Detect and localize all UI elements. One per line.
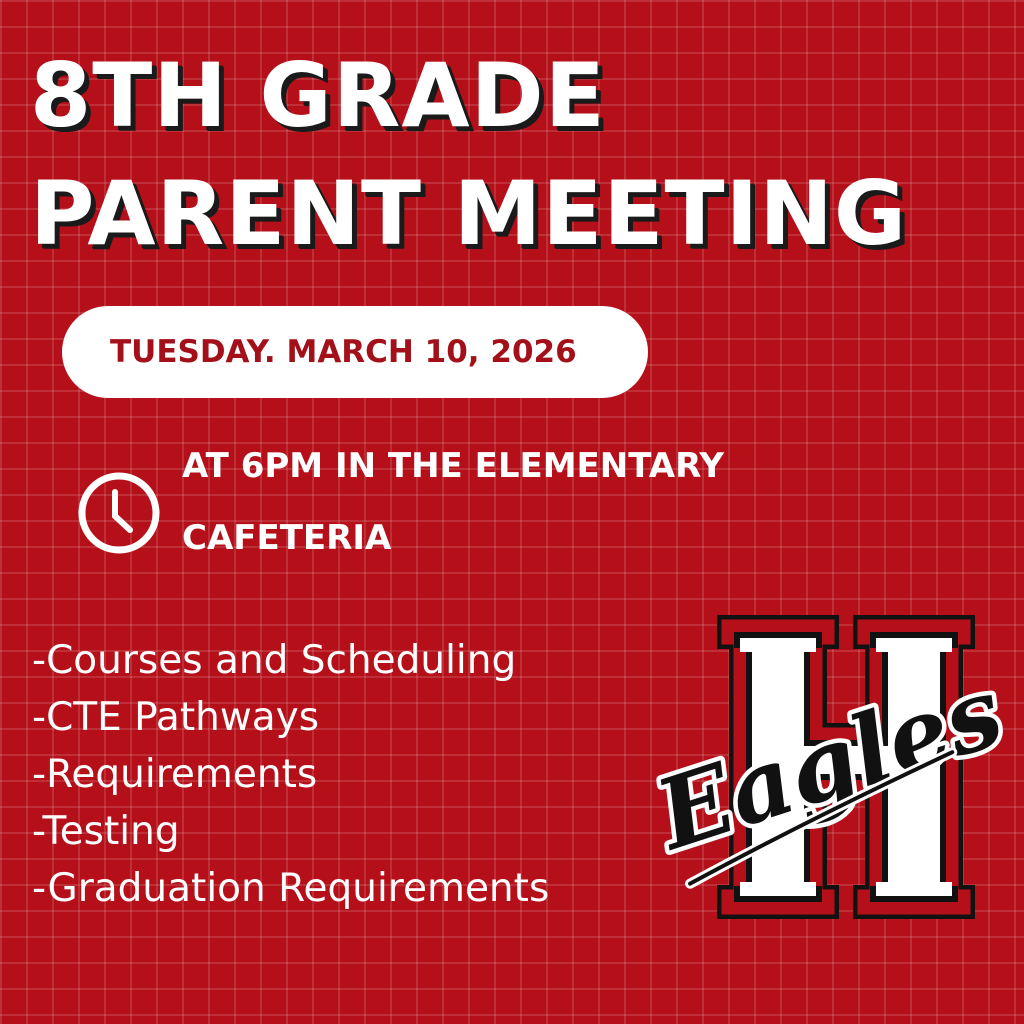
topic-item: -Testing: [32, 809, 180, 854]
clock-icon: [76, 470, 162, 556]
topic-list: [32, 632, 549, 917]
title-line-2: PARENT MEETING: [30, 162, 908, 265]
date-pill: [62, 306, 648, 398]
topic-item: -Requirements: [32, 752, 318, 797]
topic-item: -Courses and Scheduling: [32, 638, 517, 683]
topic-item: -CTE Pathways: [32, 695, 320, 740]
title-line-1: 8TH GRADE: [30, 44, 606, 147]
location-line-2: CAFETERIA: [182, 518, 392, 558]
svg-text:Eagles: Eagles: [643, 654, 1016, 872]
topic-item: -Graduation Requirements: [32, 866, 550, 911]
eagles-logo: [640, 610, 1024, 920]
date-text: TUESDAY. MARCH 10, 2026: [110, 334, 577, 370]
location-line-1: AT 6PM IN THE ELEMENTARY: [182, 446, 725, 486]
